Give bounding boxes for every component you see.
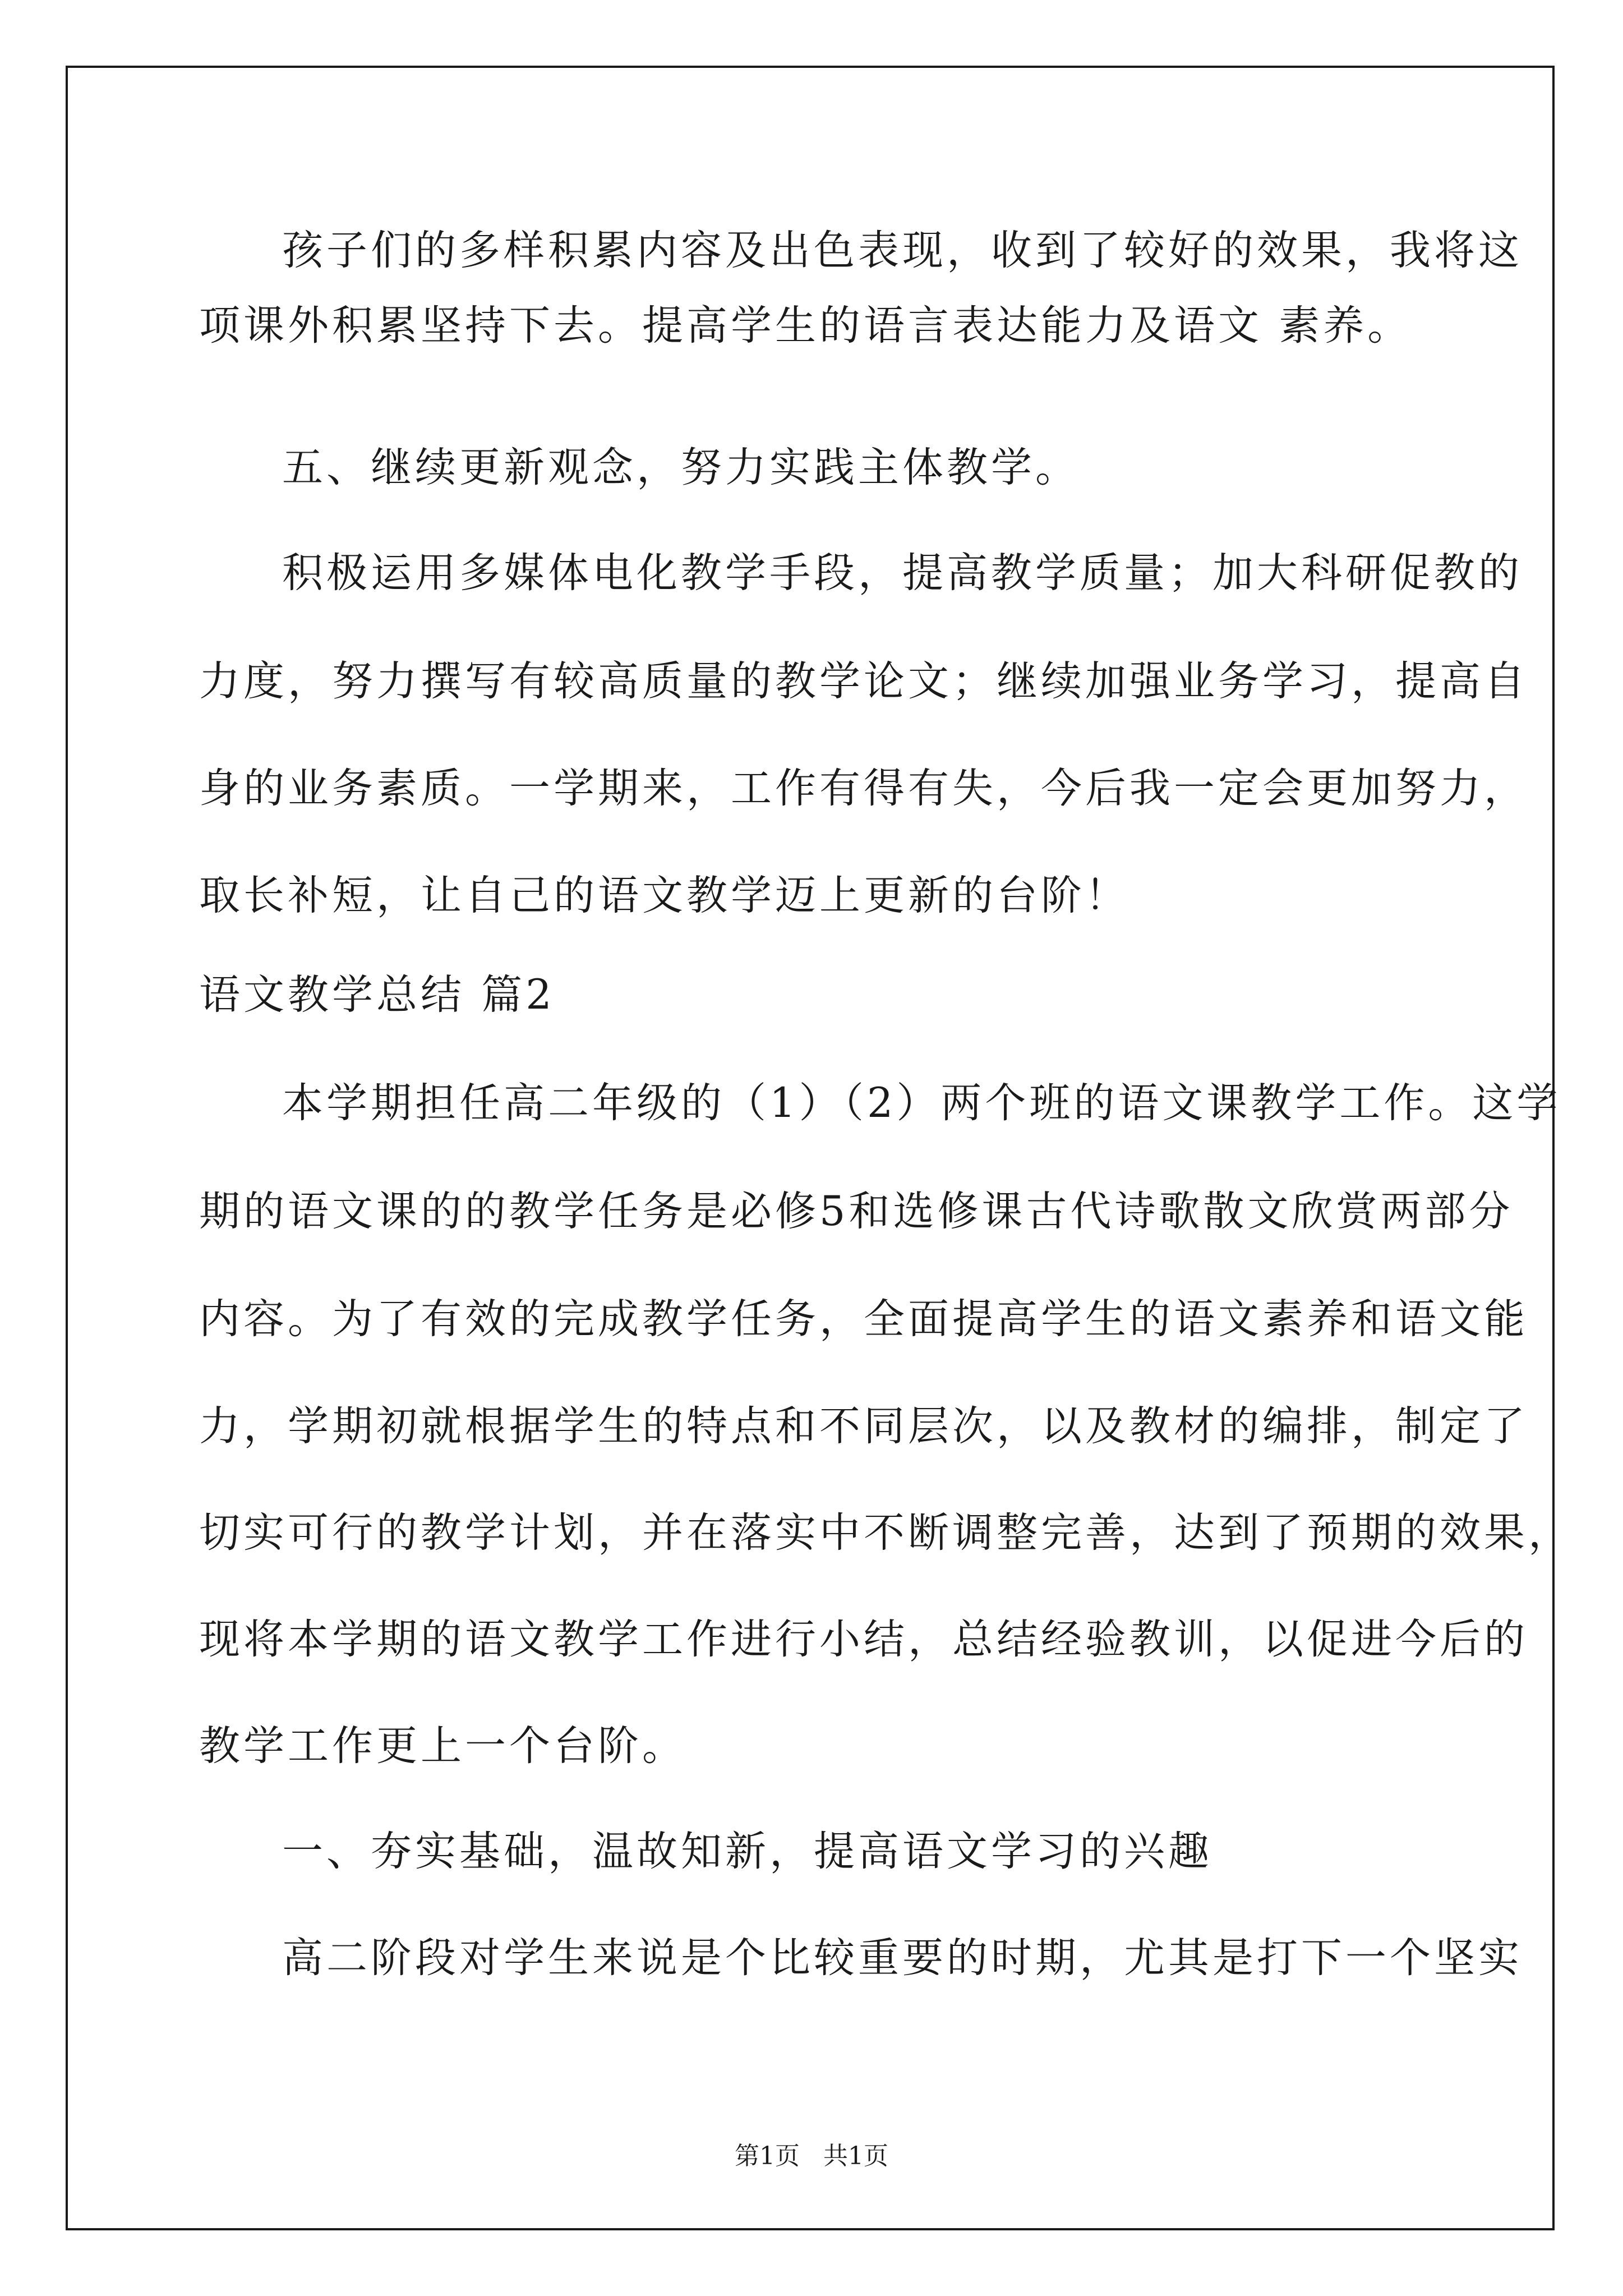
body-line: 身的业务素质。一学期来，工作有得有失，今后我一定会更加努力， <box>199 765 1528 812</box>
body-line: 项课外积累坚持下去。提高学生的语言表达能力及语文 素养。 <box>199 302 1412 349</box>
body-line: 高二阶段对学生来说是个比较重要的时期，尤其是打下一个坚实 <box>282 1934 1523 1982</box>
body-line: 本学期担任高二年级的（1）（2）两个班的语文课教学工作。这学 <box>282 1079 1561 1127</box>
body-line: 期的语文课的的教学任务是必修5和选修课古代诗歌散文欣赏两部分 <box>199 1188 1514 1235</box>
page-number-footer: 第1页 共1页 <box>735 2142 888 2170</box>
body-line: 内容。为了有效的完成教学任务，全面提高学生的语文素养和语文能 <box>199 1295 1528 1343</box>
body-line: 孩子们的多样积累内容及出色表现，收到了较好的效果，我将这 <box>282 227 1523 274</box>
body-line: 积极运用多媒体电化教学手段，提高教学质量；加大科研促教的 <box>282 549 1523 597</box>
body-line: 现将本学期的语文教学工作进行小结，总结经验教训，以促进今后的 <box>199 1616 1528 1663</box>
body-line: 切实可行的教学计划，并在落实中不断调整完善，达到了预期的效果， <box>199 1509 1573 1557</box>
page-border <box>66 66 1555 2230</box>
body-line: 取长补短，让自己的语文教学迈上更新的台阶！ <box>199 872 1129 919</box>
body-line: 力度，努力撰写有较高质量的教学论文；继续加强业务学习，提高自 <box>199 657 1528 705</box>
article-title: 语文教学总结 篇2 <box>199 971 555 1019</box>
body-line: 力，学期初就根据学生的特点和不同层次，以及教材的编排，制定了 <box>199 1402 1528 1450</box>
body-line: 教学工作更上一个台阶。 <box>199 1722 686 1770</box>
section-heading: 五、继续更新观念，努力实践主体教学。 <box>282 444 1080 491</box>
section-heading: 一、夯实基础，温故知新，提高语文学习的兴趣 <box>282 1828 1212 1875</box>
